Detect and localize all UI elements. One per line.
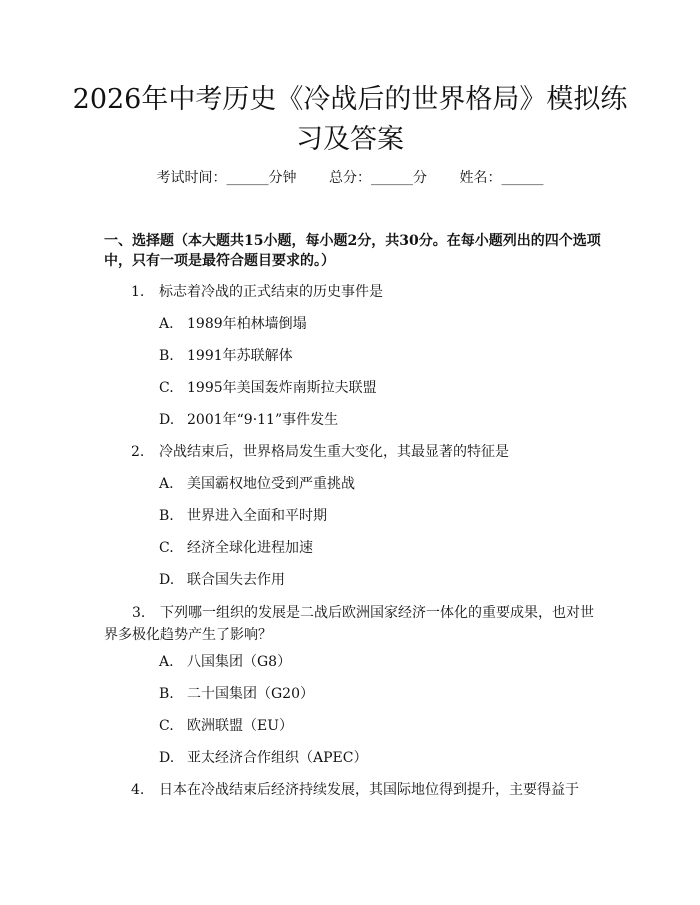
option-2b	[159, 506, 327, 526]
question-3	[104, 602, 602, 646]
option-label: A.	[159, 316, 174, 332]
option-text: 美国霸权地位受到严重挑战	[187, 476, 355, 492]
student-name: 姓名：______	[459, 170, 544, 186]
option-1a	[159, 314, 307, 334]
option-2a	[159, 474, 355, 494]
option-3a	[159, 652, 291, 672]
option-label: A.	[159, 654, 174, 670]
question-number: 3.	[132, 605, 146, 621]
exam-time: 考试时间：______分钟	[156, 170, 297, 186]
option-2d	[159, 570, 285, 590]
question-text: 下列哪一组织的发展是二战后欧洲国家经济一体化的重要成果，也对世界多极化趋势产生了影响？	[104, 605, 594, 643]
exam-info	[0, 168, 700, 188]
option-text: 1991年苏联解体	[187, 348, 293, 364]
option-text: 1995年美国轰炸南斯拉夫联盟	[187, 380, 377, 396]
option-text: 1989年柏林墙倒塌	[187, 316, 307, 332]
option-text: 经济全球化进程加速	[187, 540, 313, 556]
option-text: 世界进入全面和平时期	[187, 508, 327, 524]
option-label: B.	[159, 348, 174, 364]
question-2	[131, 442, 509, 462]
option-label: C.	[159, 540, 174, 556]
question-1	[131, 282, 383, 302]
question-4	[131, 780, 579, 800]
option-label: D.	[159, 412, 175, 428]
option-label: D.	[159, 750, 175, 766]
option-text: 欧洲联盟（EU）	[187, 718, 294, 734]
question-text: 冷战结束后，世界格局发生重大变化，其最显著的特征是	[159, 444, 509, 460]
option-2c	[159, 538, 313, 558]
question-number: 4.	[131, 782, 145, 798]
option-label: D.	[159, 572, 175, 588]
option-1b	[159, 346, 293, 366]
question-number: 2.	[131, 444, 145, 460]
question-text: 标志着冷战的正式结束的历史事件是	[159, 284, 383, 300]
option-label: C.	[159, 380, 174, 396]
option-3b	[159, 684, 314, 704]
option-text: 2001年“9·11”事件发生	[187, 412, 339, 428]
question-text: 日本在冷战结束后经济持续发展，其国际地位得到提升，主要得益于	[159, 782, 579, 798]
document-title: 2026年中考历史《冷战后的世界格局》模拟练习及答案	[72, 84, 628, 155]
option-3c	[159, 716, 293, 736]
option-label: B.	[159, 686, 174, 702]
option-label: B.	[159, 508, 174, 524]
total-score: 总分：______分	[329, 170, 427, 186]
question-number: 1.	[131, 284, 145, 300]
option-3d	[159, 748, 367, 768]
option-text: 亚太经济合作组织（APEC）	[187, 750, 368, 766]
option-1d	[159, 410, 338, 430]
section-heading: 一、选择题（本大题共15小题，每小题2分，共30分。在每小题列出的四个选项中，只有一项是最符合题目要求的。）	[104, 233, 601, 269]
option-label: A.	[159, 476, 174, 492]
option-label: C.	[159, 718, 174, 734]
option-text: 联合国失去作用	[187, 572, 285, 588]
option-1c	[159, 378, 377, 398]
option-text: 二十国集团（G20）	[187, 686, 314, 702]
option-text: 八国集团（G8）	[187, 654, 292, 670]
